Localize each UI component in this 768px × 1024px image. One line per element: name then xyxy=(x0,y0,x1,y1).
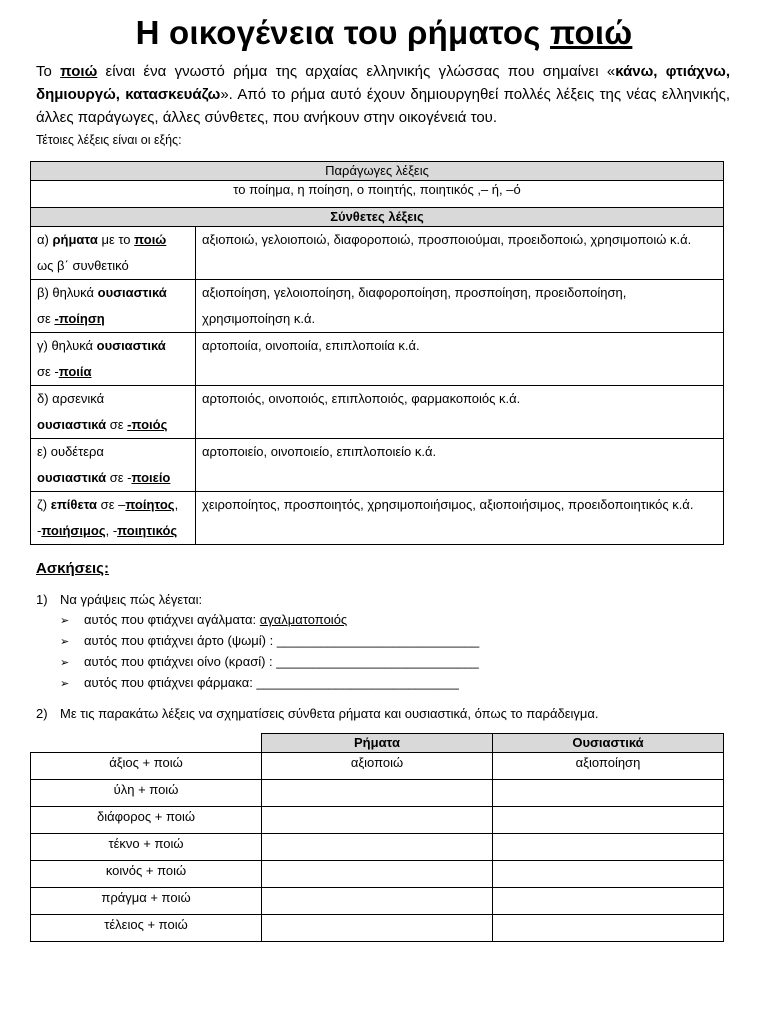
list-item xyxy=(60,631,479,652)
table-row xyxy=(31,439,724,492)
question-text: Να γράψεις πώς λέγεται: xyxy=(60,592,203,607)
words-cell: αρτοποιείο, οινοποιείο, επιπλοποιείο κ.ά. xyxy=(196,439,724,492)
table-row xyxy=(31,780,724,807)
category-suffix: ποιία xyxy=(58,364,92,379)
noun-cell[interactable] xyxy=(493,834,724,861)
page-title xyxy=(0,14,768,52)
category-text: με το xyxy=(97,232,135,247)
question-number: 1) xyxy=(36,592,48,607)
word-cell: ύλη + ποιώ xyxy=(31,780,262,807)
category-text: σε xyxy=(37,311,55,326)
table-row xyxy=(31,834,724,861)
table-row xyxy=(31,915,724,942)
word-cell: διάφορος + ποιώ xyxy=(31,807,262,834)
verb-cell[interactable] xyxy=(262,888,493,915)
word-cell: τέκνο + ποιώ xyxy=(31,834,262,861)
word-family-table xyxy=(30,161,724,545)
list-item xyxy=(60,610,479,631)
category-text: ε) ουδέτερα xyxy=(37,444,104,459)
verb-cell[interactable]: αξιοποιώ xyxy=(262,753,493,780)
category-text: , xyxy=(174,497,179,512)
item-text: αυτός που φτιάχνει άρτο (ψωμί) : xyxy=(84,633,277,648)
noun-cell[interactable] xyxy=(493,780,724,807)
question-number: 2) xyxy=(36,706,48,721)
exercises-title: Ασκήσεις: xyxy=(36,560,109,577)
category-cell xyxy=(31,280,196,333)
word-cell: πράγμα + ποιώ xyxy=(31,888,262,915)
verb-cell[interactable] xyxy=(262,861,493,888)
category-text: , - xyxy=(105,523,118,538)
words-cell: αξιοποίηση, γελοιοποίηση, διαφοροποίηση, προσποίηση, προειδοποίηση, χρησιμοποίηση κ.ά. xyxy=(196,280,724,333)
category-bold: ρήματα xyxy=(52,232,98,247)
table-row xyxy=(31,807,724,834)
verb-cell[interactable] xyxy=(262,807,493,834)
category-text: δ) αρσενικά xyxy=(37,391,105,406)
table-row xyxy=(31,861,724,888)
question-text: Με τις παρακάτω λέξεις να σχηματίσεις σύνθετα ρήματα και ουσιαστικά, όπως το παράδειγμα. xyxy=(60,706,599,721)
category-suffix: -ποιός xyxy=(127,417,168,432)
category-text: σε - xyxy=(37,364,59,379)
category-suffix: ποιώ xyxy=(134,232,167,247)
category-cell xyxy=(31,227,196,280)
intro-meaning: κάνω, φτιάχνω, δημιουργώ, κατασκευάζω xyxy=(36,63,730,103)
derived-words-header: Παράγωγες λέξεις xyxy=(31,162,724,181)
noun-cell[interactable] xyxy=(493,861,724,888)
category-text: α) xyxy=(37,232,53,247)
category-bold: ουσιαστικά xyxy=(97,285,167,300)
question-2 xyxy=(36,706,599,721)
noun-cell[interactable] xyxy=(493,915,724,942)
item-text: αυτός που φτιάχνει φάρμακα: xyxy=(84,675,257,690)
words-cell: αρτοποιός, οινοποιός, επιπλοποιός, φαρμακοποιός κ.ά. xyxy=(196,386,724,439)
table-row xyxy=(31,888,724,915)
intro-verb: ποιώ xyxy=(60,63,98,80)
item-text: αυτός που φτιάχνει οίνο (κρασί) : xyxy=(84,654,277,669)
intro-paragraph xyxy=(36,60,730,129)
verb-cell[interactable] xyxy=(262,780,493,807)
verbs-column-header: Ρήματα xyxy=(262,734,493,753)
compound-words-header: Σύνθετες λέξεις xyxy=(31,208,724,227)
nouns-column-header: Ουσιαστικά xyxy=(493,734,724,753)
word-cell: άξιος + ποιώ xyxy=(31,753,262,780)
table-row xyxy=(31,333,724,386)
category-suffix: ποιήσιμος xyxy=(41,523,106,538)
word-cell: τέλειος + ποιώ xyxy=(31,915,262,942)
word-cell: κοινός + ποιώ xyxy=(31,861,262,888)
category-suffix: ποιητικός xyxy=(117,523,178,538)
answer-blank[interactable]: ____________________________ xyxy=(276,654,479,669)
words-cell: αρτοποιία, οινοποιία, επιπλοποιία κ.ά. xyxy=(196,333,724,386)
category-bold: ουσιαστικά xyxy=(37,470,107,485)
arrow-bullet-icon: ➢ xyxy=(60,678,70,690)
category-text: ως β΄ συνθετικό xyxy=(37,258,129,273)
category-suffix: ποιείο xyxy=(131,470,171,485)
category-text: γ) θηλυκά xyxy=(37,338,97,353)
category-suffix: -ποίηση xyxy=(54,311,105,326)
category-suffix: ποίητος xyxy=(125,497,175,512)
noun-cell[interactable]: αξιοποίηση xyxy=(493,753,724,780)
intro-text-3: ». Από το ρήμα αυτό έχουν δημιουργηθεί πολλές λέξεις της νέας ελληνικής, άλλες παράγωγες, άλλες σύνθετες, που ανήκουν στην οικογένειά του. xyxy=(36,86,730,126)
lead-text: Τέτοιες λέξεις είναι οι εξής: xyxy=(36,133,182,147)
category-cell xyxy=(31,386,196,439)
title-verb: ποιώ xyxy=(550,14,633,51)
table-row xyxy=(31,753,724,780)
exercise-table xyxy=(30,733,724,942)
category-text: σε - xyxy=(106,470,132,485)
item-text: αυτός που φτιάχνει αγάλματα: xyxy=(84,612,260,627)
answer-blank[interactable]: ____________________________ xyxy=(276,633,480,648)
empty-header-cell xyxy=(31,734,262,753)
category-text: ζ) xyxy=(37,497,51,512)
bullet-list xyxy=(60,610,479,694)
category-bold: ουσιαστικά xyxy=(37,417,107,432)
arrow-bullet-icon: ➢ xyxy=(60,657,70,669)
intro-text-2: είναι ένα γνωστό ρήμα της αρχαίας ελληνικής γλώσσας που σημαίνει « xyxy=(97,63,616,80)
list-item xyxy=(60,652,479,673)
verb-cell[interactable] xyxy=(262,915,493,942)
verb-cell[interactable] xyxy=(262,834,493,861)
words-cell: χειροποίητος, προσποιητός, χρησιμοποιήσιμος, αξιοποιήσιμος, προειδοποιητικός κ.ά. xyxy=(196,492,724,545)
table-row xyxy=(31,386,724,439)
category-text: σε xyxy=(106,417,128,432)
table-row xyxy=(31,280,724,333)
category-bold: επίθετα xyxy=(50,497,98,512)
arrow-bullet-icon: ➢ xyxy=(60,615,70,627)
category-bold: ουσιαστικά xyxy=(96,338,166,353)
list-item xyxy=(60,673,479,694)
derived-words-list: το ποίημα, η ποίηση, ο ποιητής, ποιητικός ,– ή, –ό xyxy=(31,181,724,208)
table-row xyxy=(31,227,724,280)
noun-cell[interactable] xyxy=(493,807,724,834)
words-cell: αξιοποιώ, γελοιοποιώ, διαφοροποιώ, προσποιούμαι, προειδοποιώ, χρησιμοποιώ κ.ά. xyxy=(196,227,724,280)
category-text: - xyxy=(37,523,42,538)
category-cell xyxy=(31,333,196,386)
category-cell xyxy=(31,492,196,545)
question-1 xyxy=(36,592,202,607)
title-text: Η οικογένεια του ρήματος xyxy=(135,14,550,51)
category-cell xyxy=(31,439,196,492)
arrow-bullet-icon: ➢ xyxy=(60,636,70,648)
category-text: β) θηλυκά xyxy=(37,285,98,300)
category-text: σε – xyxy=(97,497,126,512)
table-row xyxy=(31,492,724,545)
intro-text-1: Το xyxy=(36,63,61,80)
item-answer: αγαλματοποιός xyxy=(259,612,348,627)
answer-blank[interactable]: ____________________________ xyxy=(256,675,459,690)
noun-cell[interactable] xyxy=(493,888,724,915)
